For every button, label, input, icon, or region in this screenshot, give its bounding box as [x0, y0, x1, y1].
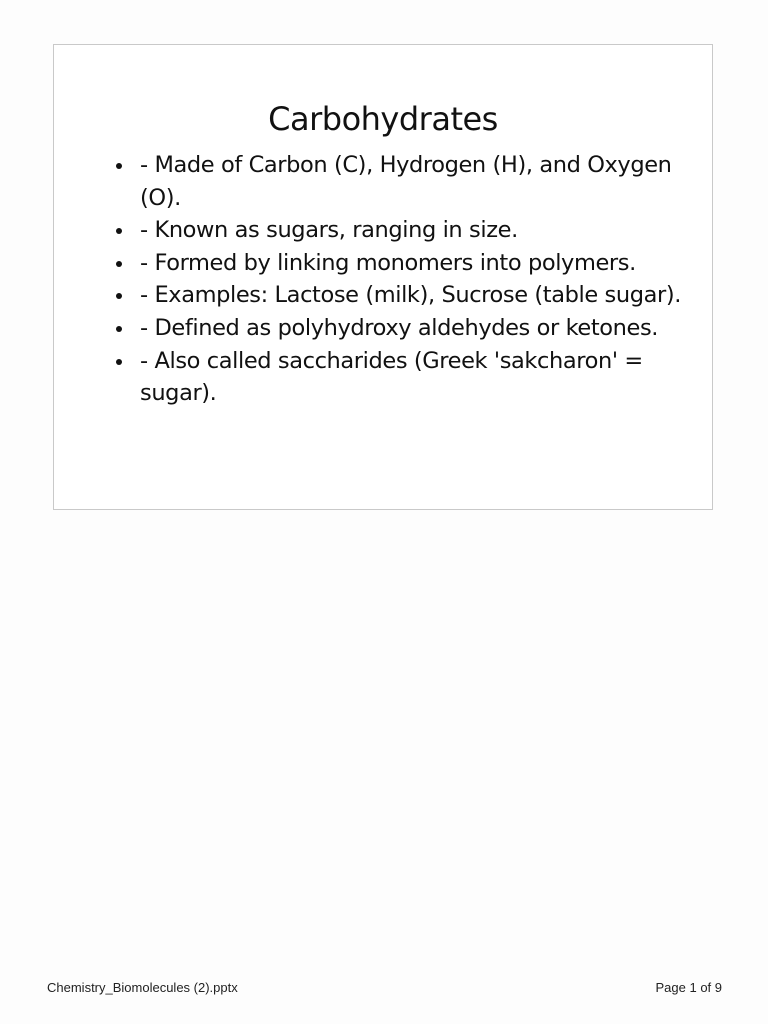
bullet-item: [116, 149, 704, 214]
bullet-text: - Defined as polyhydroxy aldehydes or ketones.: [140, 314, 659, 341]
bullet-item: [116, 345, 704, 410]
bullet-item: [116, 247, 704, 280]
slide-frame: [53, 44, 713, 510]
page-indicator: Page 1 of 9: [655, 980, 722, 995]
footer-filename: Chemistry_Biomolecules (2).pptx: [47, 980, 238, 995]
bullet-text: - Formed by linking monomers into polymers.: [140, 249, 636, 276]
bullet-dot-icon: [116, 326, 122, 332]
bullet-dot-icon: [116, 228, 122, 234]
bullet-list: [116, 149, 704, 410]
bullet-text: - Made of Carbon (C), Hydrogen (H), and Oxygen (O).: [140, 152, 672, 211]
bullet-item: [116, 214, 704, 247]
bullet-dot-icon: [116, 261, 122, 267]
bullet-dot-icon: [116, 163, 122, 169]
bullet-item: [116, 312, 704, 345]
bullet-text: - Also called saccharides (Greek 'sakcharon' = sugar).: [140, 347, 643, 407]
slide-title: Carbohydrates: [268, 100, 498, 138]
bullet-text: - Known as sugars, ranging in size.: [140, 217, 518, 244]
bullet-text: - Examples: Lactose (milk), Sucrose (table sugar).: [140, 282, 681, 309]
bullet-item: [116, 279, 704, 312]
bullet-dot-icon: [116, 359, 122, 365]
bullet-dot-icon: [116, 293, 122, 299]
